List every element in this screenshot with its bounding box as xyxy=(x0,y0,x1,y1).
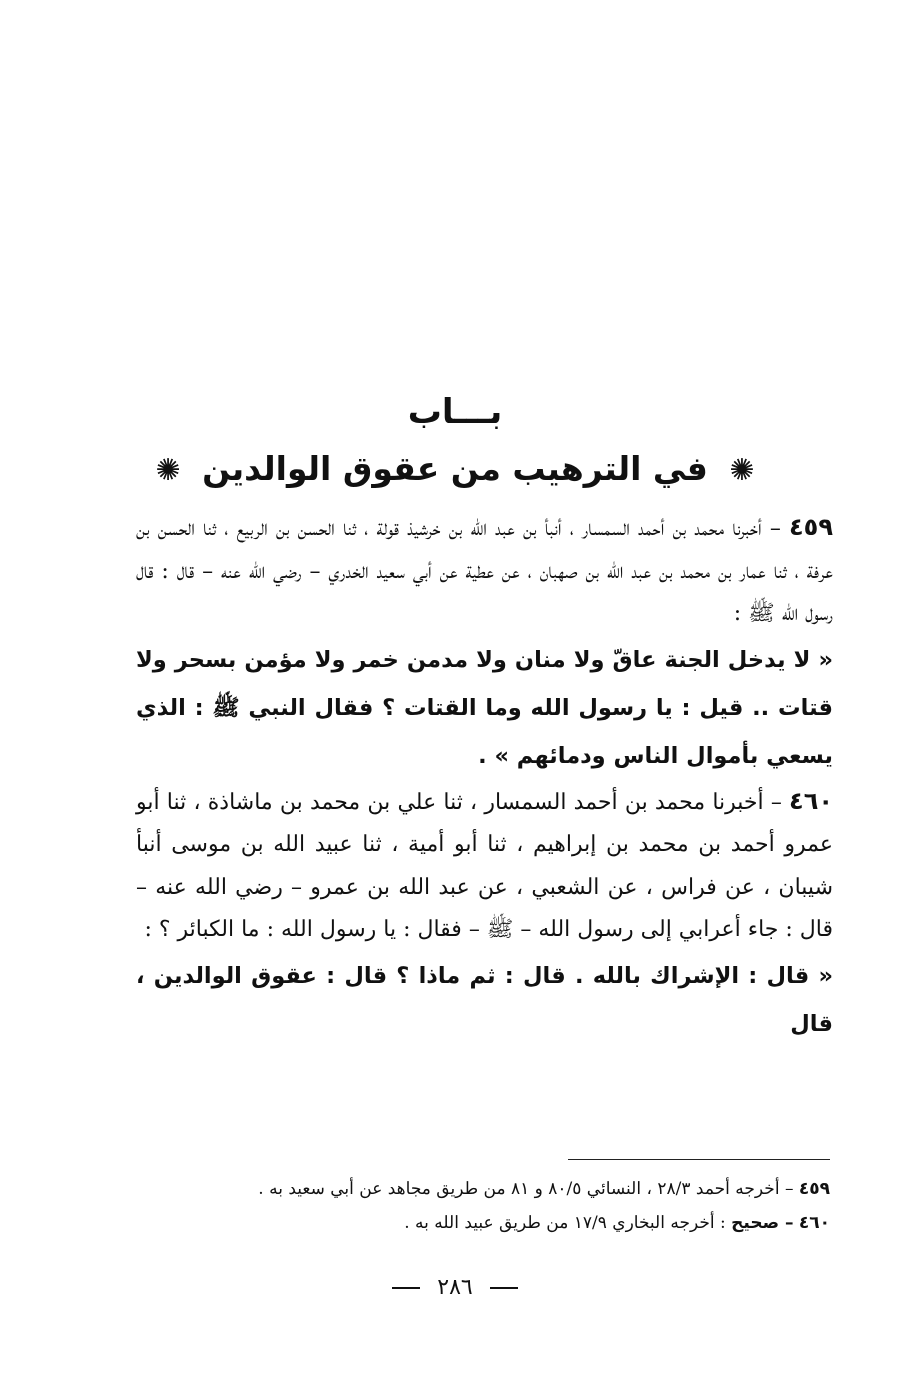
footnote-number: ٤٥٩ xyxy=(798,1179,830,1199)
footnote-divider xyxy=(568,1159,830,1160)
hadith-chain-text: – أخبرنا محمد بن أحمد السمسار ، ثنا علي بن محمد بن ماشاذة ، ثنا أبو عمرو أحمد بن محمد بن إبراهيم ، ثنا أبو أمية ، ثنا عبيد الله بن موسى أنبأ شيبان ، عن فراس ، عن الشعبي ، عن عبد الله بن عمرو – رضي الله عنه – قال : جاء أعرابي إلى رسول الله – ﷺ – فقال : يا رسول الله : ما الكبائر ؟ : xyxy=(136,789,834,942)
page-number-line xyxy=(0,1275,910,1300)
footnote-grade: – صحيح xyxy=(731,1213,794,1233)
hadith-body xyxy=(136,506,833,1048)
hadith-number: ٤٥٩ xyxy=(789,513,833,541)
hadith-459-chain xyxy=(136,506,833,636)
chapter-title-line xyxy=(0,442,910,498)
chapter-word: بـــاب xyxy=(407,392,503,432)
footnote-text: : أخرجه البخاري ١٧/٩ من طريق عبيد الله به . xyxy=(404,1213,726,1233)
hadith-chain-text: – أخبرنا محمد بن أحمد السمسار ، أنبأ بن عبد الله بن خرشيذ قولة ، ثنا الحسن بن الربيع ، ثنا الحسن بن عرفة ، ثنا عمار بن محمد بن عبد الله بن صهبان ، عن عطية عن أبي سعيد الخدري – رضي الله عنه – قال : قال رسول الله ﷺ : xyxy=(136,516,833,626)
hadith-number: ٤٦٠ xyxy=(789,786,833,815)
hadith-460-text: « قال : الإشراك بالله . قال : ثم ماذا ؟ قال : عقوق الوالدين ، قال xyxy=(136,962,833,1037)
star-ornament-icon: ✺ xyxy=(729,453,755,488)
star-ornament-icon: ✺ xyxy=(155,453,181,488)
dash-left xyxy=(490,1287,518,1289)
dash-right xyxy=(392,1287,420,1289)
footnote-text: – أخرجه أحمد ٢٨/٣ ، النسائي ٨٠/٥ و ٨١ من طريق مجاهد عن أبي سعيد به . xyxy=(258,1179,794,1199)
footnote-459 xyxy=(70,1172,830,1206)
hadith-460-chain xyxy=(136,780,833,952)
chapter-title: في الترهيب من عقوق الوالدين xyxy=(202,449,708,488)
chapter-heading xyxy=(0,388,910,498)
page-number: ٢٨٦ xyxy=(437,1275,473,1300)
footnote-number: ٤٦٠ xyxy=(798,1213,830,1233)
footnotes xyxy=(70,1172,830,1240)
hadith-459-text: « لا يدخل الجنة عاقّ ولا منان ولا مدمن خمر ولا مؤمن بسحر ولا قتات .. قيل : يا رسول الله وما القتات ؟ فقال النبي ﷺ : الذي يسعي بأموال الناس ودمائهم » . xyxy=(136,646,833,769)
footnote-460 xyxy=(70,1206,830,1240)
